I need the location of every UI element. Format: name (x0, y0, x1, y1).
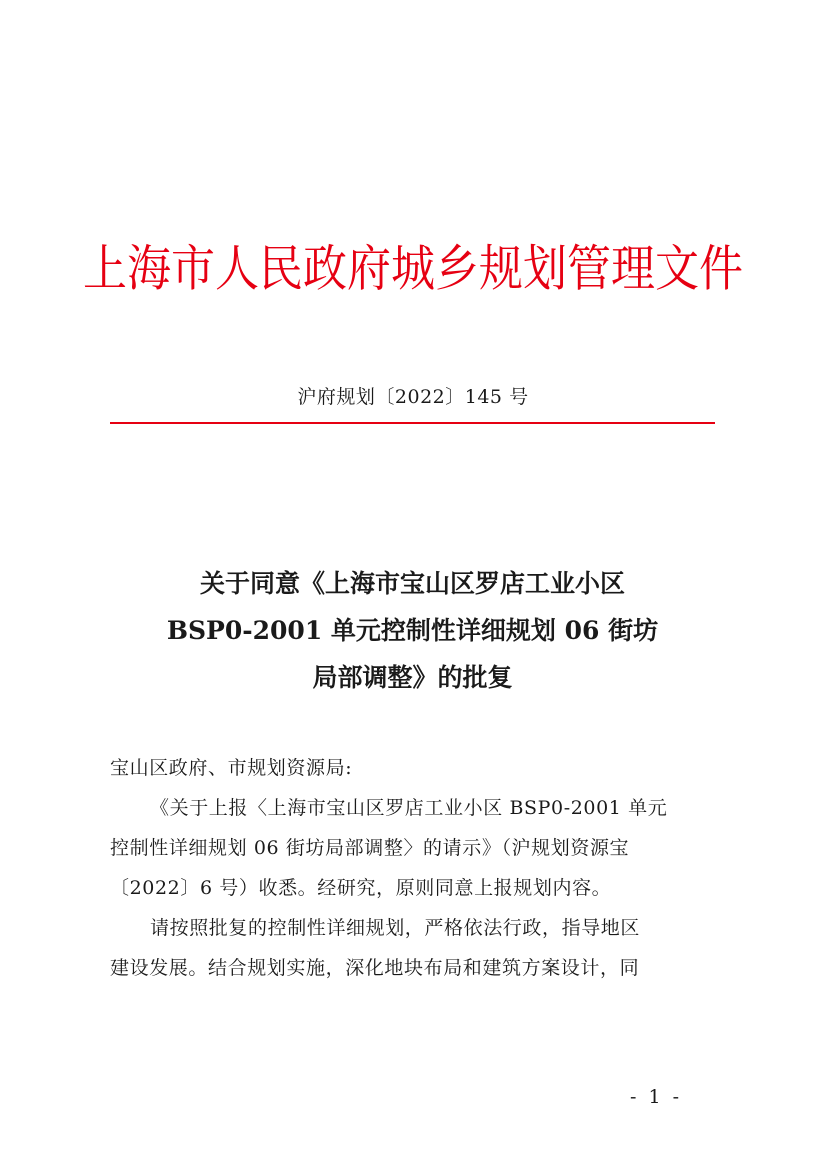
masthead-title: 上海市人民政府城乡规划管理文件 (83, 240, 743, 298)
body-line: 建设发展。结合规划实施，深化地块布局和建筑方案设计，同 (110, 957, 640, 979)
title-line: 关于同意《上海市宝山区罗店工业小区 (199, 569, 625, 598)
title-line: BSP0-2001 单元控制性详细规划 06 街坊 (166, 616, 659, 645)
document-body (110, 748, 715, 988)
red-divider-line (110, 422, 715, 424)
body-line: 〔2022〕6 号）收悉。经研究，原则同意上报规划内容。 (110, 877, 612, 899)
document-number: 沪府规划〔2022〕145 号 (297, 386, 529, 408)
body-line: 控制性详细规划 06 街坊局部调整〉的请示》（沪规划资源宝 (110, 837, 630, 859)
title-line: 局部调整》的批复 (312, 663, 513, 692)
page-number: - 1 - (630, 1086, 683, 1108)
body-line: 请按照批复的控制性详细规划，严格依法行政，指导地区 (150, 917, 641, 939)
document-title (110, 560, 715, 701)
body-line: 《关于上报〈上海市宝山区罗店工业小区 BSP0-2001 单元 (150, 797, 668, 819)
salutation: 宝山区政府、市规划资源局: (110, 757, 353, 779)
